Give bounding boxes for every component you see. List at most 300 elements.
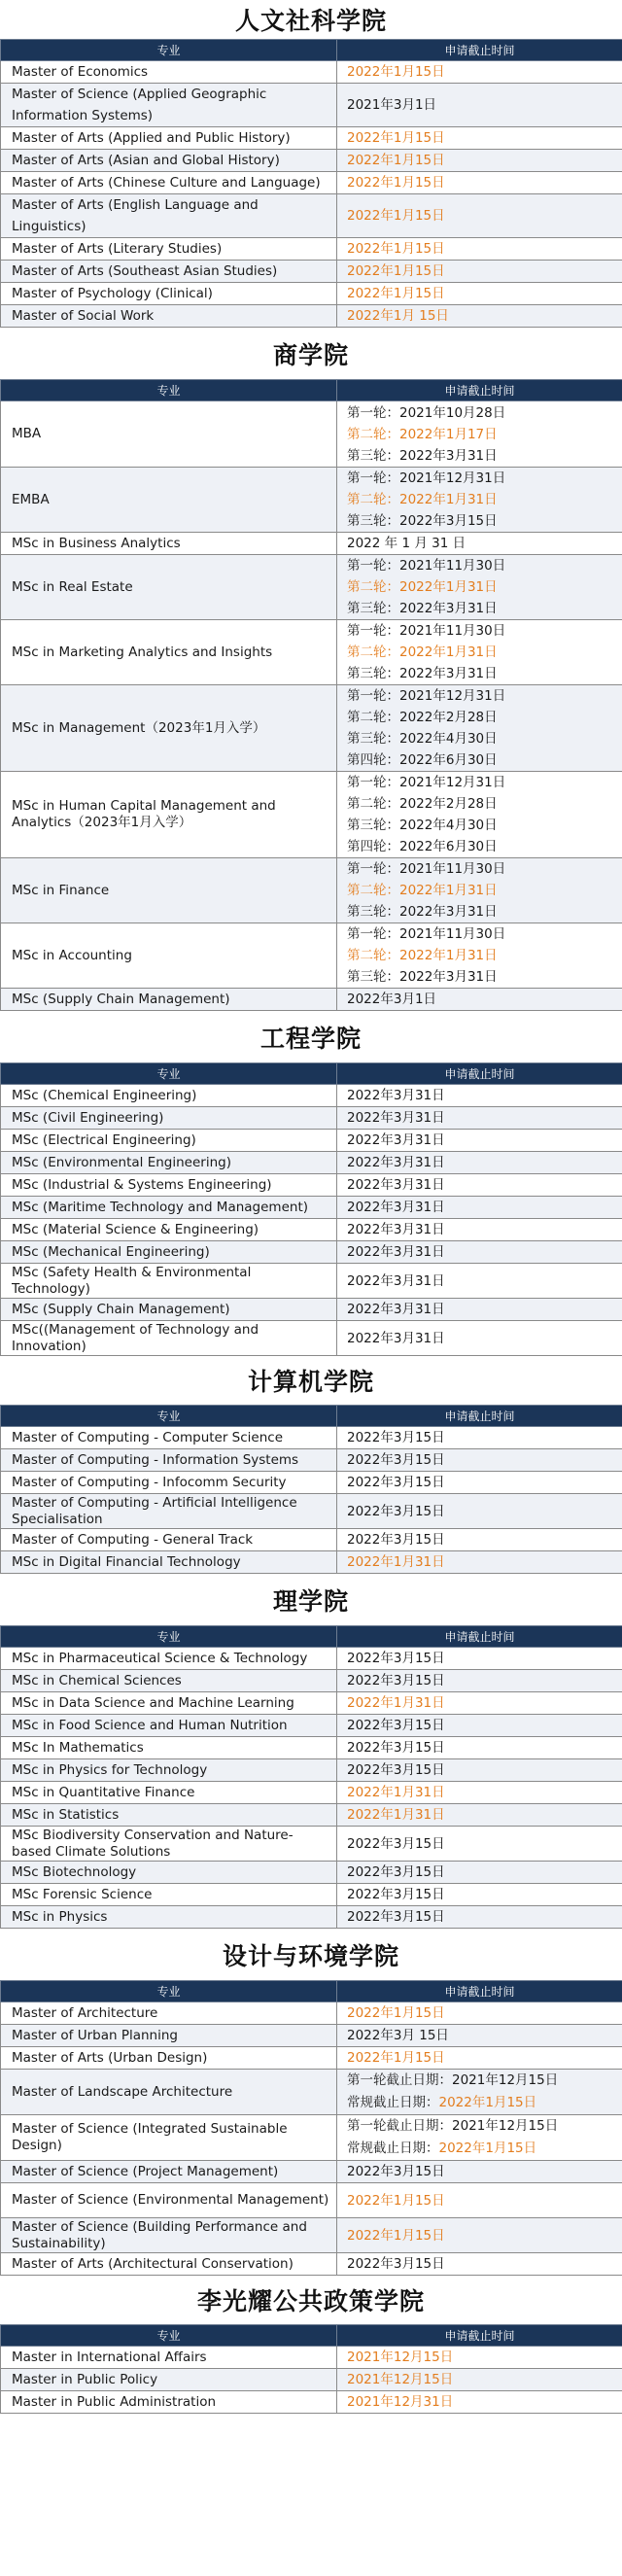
- deadline-text: 第二轮：2022年1月31日: [347, 492, 498, 507]
- table-row: [1, 2002, 622, 2025]
- program-name: Master of Arts (Literary Studies): [1, 238, 337, 261]
- program-name: Master of Arts (Applied and Public History): [1, 127, 337, 150]
- deadline-line: [347, 1670, 616, 1691]
- deadline-text: 2022年3月15日: [347, 1430, 445, 1445]
- table-row: [1, 1494, 622, 1529]
- deadline-text: 2022年3月15日: [347, 1718, 445, 1733]
- deadline-line: [347, 150, 616, 171]
- deadline-text: 2022年3月31日: [347, 1272, 445, 1289]
- table-row: [1, 858, 622, 923]
- column-header-deadline: 申请截止时间: [337, 1063, 622, 1085]
- deadline-text: 2022年3月31日: [347, 1088, 445, 1103]
- deadline-cell: [337, 401, 622, 468]
- deadline-line: [347, 1152, 616, 1173]
- deadline-cell: [337, 2002, 622, 2025]
- deadline-line: [347, 533, 616, 554]
- deadline-line: [347, 1906, 616, 1928]
- deadline-text: 2022年3月31日: [347, 1155, 445, 1170]
- deadline-line: [347, 238, 616, 260]
- deadline-line: [347, 1804, 616, 1826]
- table-row: [1, 2253, 622, 2276]
- table-row: [1, 1197, 622, 1219]
- deadline-text: 第三轮：2022年3月31日: [347, 969, 498, 985]
- table-row: [1, 2047, 622, 2070]
- deadline-text: 第一轮：2021年11月30日: [347, 861, 506, 877]
- program-name: MBA: [1, 401, 337, 468]
- deadline-cell: [337, 1551, 622, 1574]
- deadline-table: [0, 1062, 622, 1356]
- deadline-cell: [337, 1529, 622, 1551]
- deadline-text: 常规截止日期：: [347, 2095, 439, 2110]
- deadline-line: [347, 880, 616, 901]
- column-header-program: 专业: [1, 1406, 337, 1427]
- deadline-text: 第二轮：2022年1月31日: [347, 579, 498, 595]
- column-header-deadline: 申请截止时间: [337, 380, 622, 401]
- deadline-text: 第一轮：2021年11月30日: [347, 623, 506, 639]
- deadline-cell: [337, 1449, 622, 1472]
- deadline-text: 第二轮：2022年2月28日: [347, 796, 498, 812]
- deadline-text: 2022年3月 15日: [347, 2028, 449, 2043]
- deadline-text: 2022年3月15日: [347, 1503, 445, 1519]
- deadline-cell: [337, 620, 622, 685]
- deadline-text: 2022年3月15日: [347, 1651, 445, 1666]
- program-name: MSc in Physics for Technology: [1, 1759, 337, 1782]
- program-name: MSc In Mathematics: [1, 1737, 337, 1759]
- table-row: [1, 1529, 622, 1551]
- table-row: [1, 1737, 622, 1759]
- program-name: Master of Science (Environmental Management): [1, 2183, 337, 2218]
- deadline-line: [347, 2138, 616, 2160]
- table-row: [1, 238, 622, 261]
- deadline-cell: [337, 1152, 622, 1174]
- table-row: [1, 1321, 622, 1356]
- deadline-cell: [337, 923, 622, 989]
- deadline-text: 第一轮：2021年10月28日: [347, 404, 506, 421]
- table-row: [1, 1827, 622, 1862]
- program-name: MSc Biodiversity Conservation and Nature-based Climate Solutions: [1, 1827, 337, 1862]
- table-row: [1, 685, 622, 772]
- deadline-line: [347, 1271, 616, 1292]
- column-header-deadline: 申请截止时间: [337, 40, 622, 61]
- table-row: [1, 1551, 622, 1574]
- deadline-cell: [337, 1085, 622, 1107]
- table-row: [1, 61, 622, 84]
- deadline-text: 2022年3月15日: [347, 1532, 445, 1548]
- deadline-line: [347, 1715, 616, 1736]
- program-name: Master of Urban Planning: [1, 2025, 337, 2047]
- deadline-line: [347, 858, 616, 880]
- section-title: 工程学院: [259, 1024, 362, 1053]
- table-row: [1, 283, 622, 305]
- deadline-table: [0, 379, 622, 1011]
- deadline-line: [347, 1551, 616, 1573]
- deadline-cell: [337, 685, 622, 772]
- deadline-text: 2022年3月31日: [347, 1244, 445, 1260]
- deadline-line: [347, 642, 616, 663]
- deadline-line: [347, 94, 616, 116]
- column-header-deadline: 申请截止时间: [337, 2325, 622, 2347]
- table-row: [1, 1782, 622, 1804]
- table-row: [1, 620, 622, 685]
- table-row: [1, 1884, 622, 1906]
- deadline-cell: [337, 238, 622, 261]
- table-row: [1, 2369, 622, 2391]
- deadline-line: [347, 1085, 616, 1106]
- deadline-line: [347, 815, 616, 836]
- deadline-cell: [337, 1264, 622, 1299]
- program-name: MSc in Business Analytics: [1, 533, 337, 555]
- deadline-line: [347, 61, 616, 83]
- deadline-text: 2022年1月15日: [347, 241, 445, 257]
- deadline-text: 第四轮：2022年6月30日: [347, 752, 498, 768]
- program-name: MSc in Finance: [1, 858, 337, 923]
- table-row: [1, 1759, 622, 1782]
- column-header-program: 专业: [1, 1981, 337, 2002]
- deadline-cell: [337, 1804, 622, 1827]
- program-name: Master of Computing - Computer Science: [1, 1427, 337, 1449]
- deadline-text: 2022年3月15日: [347, 1835, 445, 1852]
- deadline-text: 第一轮：2021年11月30日: [347, 926, 506, 942]
- table-row: [1, 989, 622, 1011]
- table-row: [1, 1299, 622, 1321]
- deadline-line: [347, 2070, 616, 2092]
- deadline-cell: [337, 1472, 622, 1494]
- program-name: Master of Psychology (Clinical): [1, 283, 337, 305]
- table-row: [1, 2218, 622, 2253]
- deadline-cell: [337, 1737, 622, 1759]
- deadline-text: 第二轮：2022年2月28日: [347, 710, 498, 725]
- deadline-line: [347, 1107, 616, 1129]
- deadline-text: 第二轮：2022年1月31日: [347, 948, 498, 963]
- deadline-text: 第三轮：2022年4月30日: [347, 818, 498, 833]
- program-name: MSc in Pharmaceutical Science & Technology: [1, 1648, 337, 1670]
- table-row: [1, 1804, 622, 1827]
- program-name: MSc in Real Estate: [1, 555, 337, 620]
- table-row: [1, 1107, 622, 1130]
- program-name: Master of Arts (Chinese Culture and Language): [1, 172, 337, 194]
- deadline-cell: [337, 1174, 622, 1197]
- deadline-cell: [337, 2115, 622, 2161]
- table-row: [1, 1862, 622, 1884]
- column-header-deadline: 申请截止时间: [337, 1981, 622, 2002]
- deadline-text: 2022年3月31日: [347, 1222, 445, 1237]
- program-name: Master of Arts (Architectural Conservation): [1, 2253, 337, 2276]
- deadline-text: 2022年3月15日: [347, 1740, 445, 1756]
- table-row: [1, 1085, 622, 1107]
- deadline-cell: [337, 1906, 622, 1929]
- section-title: 人文社科学院: [234, 7, 387, 35]
- deadline-cell: [337, 61, 622, 84]
- program-name: Master of Science (Building Performance and Sustainability): [1, 2218, 337, 2253]
- deadline-text: 第三轮：2022年3月31日: [347, 601, 498, 616]
- deadline-line: [347, 402, 616, 424]
- deadline-text: 2022年3月15日: [347, 2164, 445, 2179]
- deadline-text: 2022年3月15日: [347, 1864, 445, 1880]
- deadline-line: [347, 445, 616, 467]
- deadline-cell: [337, 2391, 622, 2414]
- table-row: [1, 1715, 622, 1737]
- deadline-line: [347, 945, 616, 966]
- deadline-cell: [337, 2369, 622, 2391]
- deadline-cell: [337, 858, 622, 923]
- deadline-cell: [337, 1648, 622, 1670]
- deadline-table: [0, 39, 622, 328]
- deadline-cell: [337, 2253, 622, 2276]
- program-name: MSc (Material Science & Engineering): [1, 1219, 337, 1241]
- table-row: [1, 2070, 622, 2115]
- deadline-text: 2022 年 1 月 31 日: [347, 536, 466, 551]
- program-name: MSc (Electrical Engineering): [1, 1130, 337, 1152]
- deadline-cell: [337, 1241, 622, 1264]
- deadline-line: [347, 836, 616, 857]
- deadline-line: [347, 1759, 616, 1781]
- deadline-text: 2022年3月15日: [347, 1887, 445, 1902]
- program-name: Master of Arts (Southeast Asian Studies): [1, 261, 337, 283]
- deadline-line: [347, 2253, 616, 2275]
- table-row: [1, 1449, 622, 1472]
- program-name: Master of Arts (Asian and Global History): [1, 150, 337, 172]
- deadline-cell: [337, 1715, 622, 1737]
- deadline-line: [347, 424, 616, 445]
- deadline-cell: [337, 2161, 622, 2183]
- deadline-text: 2022年3月31日: [347, 1302, 445, 1317]
- deadline-text: 2022年1月15日: [347, 286, 445, 301]
- deadline-text: 2022年3月15日: [347, 1762, 445, 1778]
- program-name: EMBA: [1, 468, 337, 533]
- deadline-date: 2022年1月15日: [438, 2141, 537, 2156]
- deadline-text: 2021年12月31日: [347, 2394, 454, 2410]
- deadline-line: [347, 1449, 616, 1471]
- deadline-text: 2022年3月15日: [347, 1475, 445, 1490]
- deadline-cell: [337, 283, 622, 305]
- column-header-program: 专业: [1, 1063, 337, 1085]
- program-name: MSc in Physics: [1, 1906, 337, 1929]
- deadline-cell: [337, 1130, 622, 1152]
- deadline-line: [347, 663, 616, 684]
- table-row: [1, 555, 622, 620]
- deadline-line: [347, 2225, 616, 2246]
- deadline-line: [347, 2092, 616, 2114]
- deadline-cell: [337, 1219, 622, 1241]
- column-header-program: 专业: [1, 2325, 337, 2347]
- deadline-text: 2022年1月15日: [347, 130, 445, 146]
- section-title: 计算机学院: [247, 1368, 374, 1396]
- deadline-line: [347, 1241, 616, 1263]
- program-name: Master of Science (Applied Geographic Information Systems): [1, 84, 337, 127]
- deadline-cell: [337, 989, 622, 1011]
- program-name: Master of Landscape Architecture: [1, 2070, 337, 2115]
- deadline-line: [347, 2002, 616, 2024]
- deadline-line: [347, 598, 616, 619]
- table-row: [1, 1152, 622, 1174]
- table-row: [1, 84, 622, 127]
- deadline-text: 2022年3月15日: [347, 1452, 445, 1468]
- deadline-text: 2022年1月31日: [347, 1554, 445, 1570]
- deadline-text: 第二轮：2022年1月31日: [347, 883, 498, 898]
- deadline-text: 2022年3月15日: [347, 2256, 445, 2272]
- program-name: MSc (Supply Chain Management): [1, 1299, 337, 1321]
- deadline-line: [347, 205, 616, 226]
- program-name: MSc in Quantitative Finance: [1, 1782, 337, 1804]
- column-header-program: 专业: [1, 380, 337, 401]
- deadline-line: [347, 1782, 616, 1803]
- program-name: Master of Computing - Information Systems: [1, 1449, 337, 1472]
- deadline-cell: [337, 1299, 622, 1321]
- deadline-text: 第一轮：2021年12月31日: [347, 688, 506, 704]
- program-name: Master in Public Policy: [1, 2369, 337, 2391]
- deadline-table: [0, 1405, 622, 1574]
- section-title: 李光耀公共政策学院: [196, 2287, 425, 2315]
- section-title: 商学院: [272, 340, 349, 369]
- deadline-line: [347, 2161, 616, 2182]
- deadline-line: [347, 793, 616, 815]
- table-row: [1, 2161, 622, 2183]
- deadline-text: 2022年3月1日: [347, 992, 437, 1007]
- program-name: Master of Arts (English Language and Linguistics): [1, 194, 337, 238]
- table-row: [1, 468, 622, 533]
- deadline-cell: [337, 1862, 622, 1884]
- deadline-text: 第三轮：2022年4月30日: [347, 731, 498, 747]
- table-row: [1, 1648, 622, 1670]
- deadline-text: 2022年1月15日: [347, 64, 445, 80]
- program-name: Master of Social Work: [1, 305, 337, 328]
- deadline-cell: [337, 1884, 622, 1906]
- table-row: [1, 2025, 622, 2047]
- program-name: MSc (Environmental Engineering): [1, 1152, 337, 1174]
- deadline-line: [347, 1692, 616, 1714]
- table-row: [1, 533, 622, 555]
- program-name: MSc (Safety Health & Environmental Technology): [1, 1264, 337, 1299]
- deadline-line: [347, 2047, 616, 2069]
- deadline-text: 2022年1月15日: [347, 2050, 445, 2066]
- table-row: [1, 1241, 622, 1264]
- deadline-cell: [337, 2183, 622, 2218]
- deadline-line: [347, 707, 616, 728]
- deadline-line: [347, 1501, 616, 1522]
- deadline-text: 2022年1月15日: [347, 2005, 445, 2021]
- deadline-line: [347, 923, 616, 945]
- deadline-cell: [337, 1197, 622, 1219]
- deadline-line: [347, 2190, 616, 2211]
- deadline-text: 2022年3月15日: [347, 1909, 445, 1925]
- deadline-line: [347, 1174, 616, 1196]
- deadline-line: [347, 555, 616, 576]
- program-name: Master in International Affairs: [1, 2347, 337, 2369]
- deadline-text: 2022年3月31日: [347, 1330, 445, 1346]
- table-row: [1, 150, 622, 172]
- program-name: MSc (Industrial & Systems Engineering): [1, 1174, 337, 1197]
- deadline-text: 第三轮：2022年3月31日: [347, 666, 498, 681]
- deadline-line: [347, 1328, 616, 1349]
- deadline-line: [347, 728, 616, 749]
- deadline-line: [347, 1884, 616, 1905]
- program-name: Master of Science (Integrated Sustainable Design): [1, 2115, 337, 2161]
- program-name: Master of Computing - Artificial Intelligence Specialisation: [1, 1494, 337, 1529]
- table-row: [1, 2391, 622, 2414]
- deadline-line: [347, 1472, 616, 1493]
- deadline-cell: [337, 468, 622, 533]
- table-row: [1, 2347, 622, 2369]
- deadline-line: [347, 1299, 616, 1320]
- deadline-line: [347, 620, 616, 642]
- deadline-line: [347, 2025, 616, 2046]
- deadline-cell: [337, 772, 622, 858]
- table-row: [1, 127, 622, 150]
- program-name: MSc in Management（2023年1月入学）: [1, 685, 337, 772]
- deadline-cell: [337, 2218, 622, 2253]
- deadline-cell: [337, 1107, 622, 1130]
- table-row: [1, 2115, 622, 2161]
- deadline-line: [347, 1427, 616, 1448]
- deadline-text: 2022年1月31日: [347, 1785, 445, 1800]
- deadline-line: [347, 989, 616, 1010]
- program-name: Master of Science (Project Management): [1, 2161, 337, 2183]
- deadline-text: 2022年1月15日: [347, 2227, 445, 2244]
- deadline-cell: [337, 2025, 622, 2047]
- table-row: [1, 172, 622, 194]
- program-name: MSc Forensic Science: [1, 1884, 337, 1906]
- table-row: [1, 1670, 622, 1692]
- deadline-text: 2022年1月15日: [347, 153, 445, 168]
- deadline-text: 第三轮：2022年3月31日: [347, 904, 498, 920]
- deadline-line: [347, 1648, 616, 1669]
- deadline-line: [347, 772, 616, 793]
- program-name: Master of Computing - Infocomm Security: [1, 1472, 337, 1494]
- deadline-text: 2022年1月31日: [347, 1807, 445, 1823]
- deadline-text: 2022年3月31日: [347, 1200, 445, 1215]
- deadline-text: 第三轮：2022年3月15日: [347, 513, 498, 529]
- deadline-line: [347, 468, 616, 489]
- deadline-text: 常规截止日期：: [347, 2141, 439, 2156]
- table-row: [1, 2183, 622, 2218]
- program-name: MSc in Human Capital Management and Analytics（2023年1月入学）: [1, 772, 337, 858]
- deadline-line: [347, 749, 616, 771]
- deadline-line: [347, 261, 616, 282]
- program-name: MSc in Data Science and Machine Learning: [1, 1692, 337, 1715]
- deadline-line: [347, 1130, 616, 1151]
- deadline-line: [347, 127, 616, 149]
- deadline-line: [347, 1197, 616, 1218]
- deadline-cell: [337, 1782, 622, 1804]
- table-row: [1, 1219, 622, 1241]
- deadline-text: 第四轮：2022年6月30日: [347, 839, 498, 854]
- deadline-text: 2022年3月31日: [347, 1132, 445, 1148]
- deadline-cell: [337, 2070, 622, 2115]
- deadline-line: [347, 685, 616, 707]
- program-name: Master of Economics: [1, 61, 337, 84]
- deadline-table: [0, 2324, 622, 2414]
- deadline-cell: [337, 194, 622, 238]
- table-row: [1, 261, 622, 283]
- deadline-line: [347, 576, 616, 598]
- program-name: MSc (Maritime Technology and Management): [1, 1197, 337, 1219]
- table-row: [1, 401, 622, 468]
- table-row: [1, 1692, 622, 1715]
- deadline-text: 第一轮：2021年11月30日: [347, 558, 506, 574]
- deadline-line: [347, 1833, 616, 1855]
- deadline-text: 2022年3月15日: [347, 1673, 445, 1688]
- deadline-cell: [337, 1670, 622, 1692]
- program-name: MSc in Chemical Sciences: [1, 1670, 337, 1692]
- deadline-cell: [337, 1827, 622, 1862]
- section-title: 设计与环境学院: [222, 1941, 399, 1970]
- deadline-text: 2021年3月1日: [347, 97, 437, 113]
- program-name: MSc Biotechnology: [1, 1862, 337, 1884]
- deadline-line: [347, 901, 616, 922]
- deadline-cell: [337, 150, 622, 172]
- deadline-cell: [337, 1427, 622, 1449]
- deadline-cell: [337, 261, 622, 283]
